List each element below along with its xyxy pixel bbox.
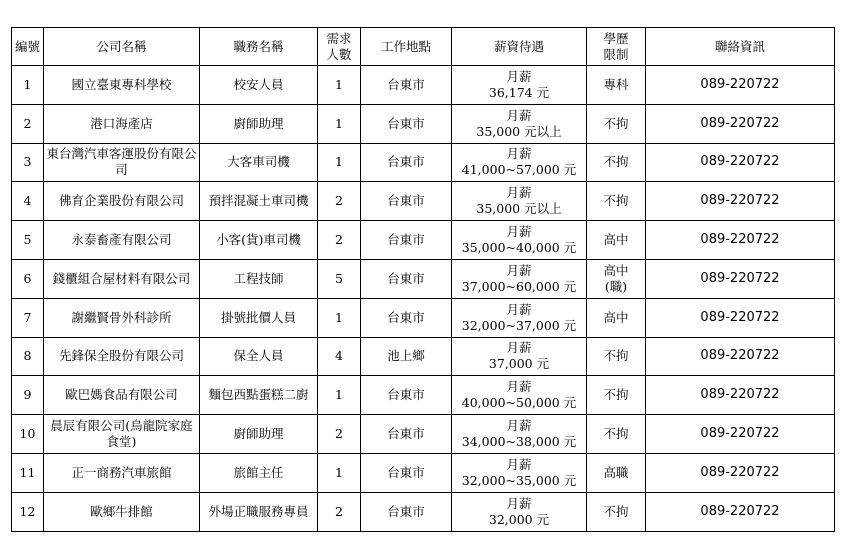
cell-salary — [452, 492, 587, 531]
header-contact: 聯絡資訊 — [646, 28, 835, 66]
table-row — [12, 453, 835, 492]
cell-salary — [452, 66, 587, 105]
cell-no: 12 — [12, 492, 44, 531]
cell-no: 5 — [12, 221, 44, 260]
header-company: 公司名稱 — [44, 28, 200, 66]
cell-location: 台東市 — [361, 182, 452, 221]
salary-amount: 36,174 元 — [488, 84, 550, 100]
table-header — [12, 28, 835, 66]
cell-count: 2 — [318, 182, 361, 221]
salary-label: 月薪 — [506, 495, 532, 511]
cell-contact: 089-220722 — [646, 376, 835, 415]
cell-no: 9 — [12, 376, 44, 415]
cell-location: 台東市 — [361, 415, 452, 454]
cell-no: 3 — [12, 143, 44, 182]
table-row — [12, 66, 835, 105]
cell-location: 台東市 — [361, 143, 452, 182]
cell-job: 掛號批價人員 — [200, 298, 318, 337]
cell-education: 高中 — [587, 221, 646, 260]
cell-company: 東台灣汽車客運股份有限公司 — [44, 143, 200, 182]
cell-company: 謝繼賢骨外科診所 — [44, 298, 200, 337]
cell-no: 6 — [12, 259, 44, 298]
cell-education: 不拘 — [587, 104, 646, 143]
table-row — [12, 337, 835, 376]
cell-salary — [452, 298, 587, 337]
salary-amount: 40,000~50,000 元 — [461, 395, 577, 411]
cell-company: 晨辰有限公司(烏龍院家庭食堂) — [44, 415, 200, 454]
cell-salary — [452, 143, 587, 182]
cell-count: 2 — [318, 492, 361, 531]
cell-salary — [452, 104, 587, 143]
cell-job: 保全人員 — [200, 337, 318, 376]
salary-label: 月薪 — [506, 146, 532, 162]
cell-contact: 089-220722 — [646, 453, 835, 492]
cell-education: 專科 — [587, 66, 646, 105]
cell-location: 池上鄉 — [361, 337, 452, 376]
cell-no: 2 — [12, 104, 44, 143]
cell-company: 先鋒保全股份有限公司 — [44, 337, 200, 376]
cell-job: 麵包西點蛋糕二廚 — [200, 376, 318, 415]
cell-salary — [452, 376, 587, 415]
header-job: 職務名稱 — [200, 28, 318, 66]
cell-no: 8 — [12, 337, 44, 376]
cell-location: 台東市 — [361, 376, 452, 415]
cell-job: 大客車司機 — [200, 143, 318, 182]
cell-education: 不拘 — [587, 143, 646, 182]
salary-amount: 32,000 元 — [488, 511, 550, 527]
cell-location: 台東市 — [361, 259, 452, 298]
cell-location: 台東市 — [361, 298, 452, 337]
cell-count: 1 — [318, 104, 361, 143]
cell-education: 不拘 — [587, 376, 646, 415]
cell-contact: 089-220722 — [646, 143, 835, 182]
header-count: 需求人數 — [318, 28, 361, 66]
salary-label: 月薪 — [506, 340, 532, 356]
table-row — [12, 182, 835, 221]
cell-salary — [452, 337, 587, 376]
table-row — [12, 376, 835, 415]
cell-job: 廚師助理 — [200, 104, 318, 143]
cell-contact: 089-220722 — [646, 259, 835, 298]
cell-no: 4 — [12, 182, 44, 221]
salary-label: 月薪 — [506, 418, 532, 434]
cell-job: 旅館主任 — [200, 453, 318, 492]
salary-label: 月薪 — [506, 262, 532, 278]
cell-company: 歐鄉牛排館 — [44, 492, 200, 531]
header-row — [12, 28, 835, 66]
cell-company: 正一商務汽車旅館 — [44, 453, 200, 492]
cell-job: 工程技師 — [200, 259, 318, 298]
cell-salary — [452, 182, 587, 221]
cell-education: 高中(職) — [587, 259, 646, 298]
cell-education: 不拘 — [587, 492, 646, 531]
header-no: 編號 — [12, 28, 44, 66]
job-listings-table — [11, 27, 835, 532]
cell-location: 台東市 — [361, 221, 452, 260]
cell-location: 台東市 — [361, 104, 452, 143]
cell-company: 佛育企業股份有限公司 — [44, 182, 200, 221]
cell-education: 高中 — [587, 298, 646, 337]
cell-job: 小客(貨)車司機 — [200, 221, 318, 260]
salary-label: 月薪 — [506, 68, 532, 84]
cell-job: 校安人員 — [200, 66, 318, 105]
salary-amount: 35,000 元以上 — [476, 201, 562, 217]
cell-location: 台東市 — [361, 66, 452, 105]
cell-salary — [452, 415, 587, 454]
salary-label: 月薪 — [506, 379, 532, 395]
cell-job: 廚師助理 — [200, 415, 318, 454]
table-row — [12, 221, 835, 260]
cell-salary — [452, 259, 587, 298]
salary-amount: 41,000~57,000 元 — [461, 162, 577, 178]
cell-count: 1 — [318, 453, 361, 492]
cell-count: 1 — [318, 143, 361, 182]
cell-count: 1 — [318, 376, 361, 415]
cell-company: 永泰畜產有限公司 — [44, 221, 200, 260]
salary-amount: 35,000~40,000 元 — [461, 240, 577, 256]
salary-amount: 35,000 元以上 — [476, 123, 562, 139]
salary-amount: 37,000~60,000 元 — [461, 278, 577, 294]
cell-company: 國立臺東專科學校 — [44, 66, 200, 105]
cell-contact: 089-220722 — [646, 298, 835, 337]
cell-no: 7 — [12, 298, 44, 337]
cell-location: 台東市 — [361, 453, 452, 492]
cell-salary — [452, 221, 587, 260]
salary-amount: 32,000~37,000 元 — [461, 317, 577, 333]
cell-salary — [452, 453, 587, 492]
header-education: 學歷限制 — [587, 28, 646, 66]
cell-count: 2 — [318, 415, 361, 454]
salary-amount: 34,000~38,000 元 — [461, 434, 577, 450]
cell-education: 不拘 — [587, 182, 646, 221]
cell-count: 5 — [318, 259, 361, 298]
cell-education: 不拘 — [587, 415, 646, 454]
cell-count: 2 — [318, 221, 361, 260]
table-row — [12, 259, 835, 298]
cell-contact: 089-220722 — [646, 104, 835, 143]
cell-company: 錢櫃組合屋材料有限公司 — [44, 259, 200, 298]
cell-contact: 089-220722 — [646, 66, 835, 105]
cell-contact: 089-220722 — [646, 492, 835, 531]
cell-job: 預拌混凝土車司機 — [200, 182, 318, 221]
salary-amount: 37,000 元 — [488, 356, 550, 372]
cell-contact: 089-220722 — [646, 182, 835, 221]
cell-count: 4 — [318, 337, 361, 376]
cell-contact: 089-220722 — [646, 337, 835, 376]
header-salary: 薪資待遇 — [452, 28, 587, 66]
cell-no: 1 — [12, 66, 44, 105]
salary-label: 月薪 — [506, 456, 532, 472]
salary-label: 月薪 — [506, 224, 532, 240]
table-row — [12, 415, 835, 454]
cell-education: 不拘 — [587, 337, 646, 376]
cell-no: 10 — [12, 415, 44, 454]
salary-label: 月薪 — [506, 301, 532, 317]
cell-contact: 089-220722 — [646, 415, 835, 454]
table-row — [12, 143, 835, 182]
salary-label: 月薪 — [506, 185, 532, 201]
table-row — [12, 492, 835, 531]
cell-no: 11 — [12, 453, 44, 492]
cell-company: 歐巴媽食品有限公司 — [44, 376, 200, 415]
cell-count: 1 — [318, 298, 361, 337]
salary-amount: 32,000~35,000 元 — [461, 472, 577, 488]
cell-job: 外場正職服務專員 — [200, 492, 318, 531]
cell-count: 1 — [318, 66, 361, 105]
cell-location: 台東市 — [361, 492, 452, 531]
cell-contact: 089-220722 — [646, 221, 835, 260]
cell-education: 高職 — [587, 453, 646, 492]
salary-label: 月薪 — [506, 107, 532, 123]
table-body — [12, 66, 835, 532]
cell-company: 港口海產店 — [44, 104, 200, 143]
header-location: 工作地點 — [361, 28, 452, 66]
table-row — [12, 104, 835, 143]
table-row — [12, 298, 835, 337]
